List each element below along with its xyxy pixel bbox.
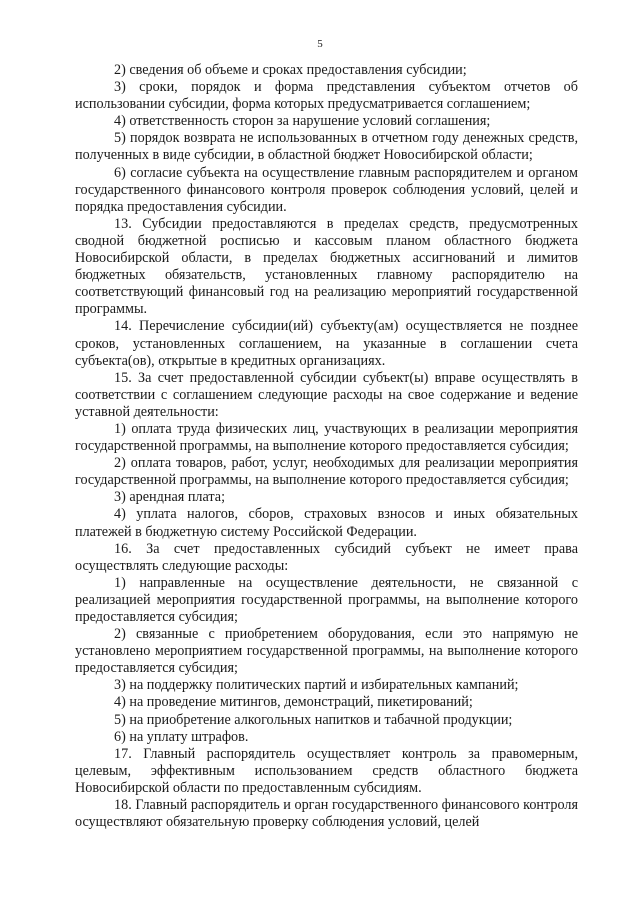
paragraph: 1) направленные на осуществление деятельности, не связанной с реализацией мероприятия государственной программы, на выполнение которого предоставляется субсидия; xyxy=(75,574,578,625)
paragraph: 2) связанные с приобретением оборудования, если это напрямую не установлено мероприятием государственной программы, на выполнение которого предоставляется субсидия; xyxy=(75,626,578,677)
paragraph: 3) сроки, порядок и форма представления субъектом отчетов об использовании субсидии, форма которых предусматривается соглашением; xyxy=(75,79,578,113)
paragraph: 4) ответственность сторон за нарушение условий соглашения; xyxy=(114,113,491,130)
paragraph: 6) на уплату штрафов. xyxy=(114,728,249,745)
paragraph: 5) на приобретение алкогольных напитков и табачной продукции; xyxy=(114,711,513,728)
paragraph: 2) оплата товаров, работ, услуг, необходимых для реализации мероприятия государственной программы, на выполнение которого предоставляется субсидия; xyxy=(75,455,578,489)
paragraph: 4) на проведение митингов, демонстраций, пикетирований; xyxy=(114,694,473,711)
paragraph: 2) сведения об объеме и сроках предоставления субсидии; xyxy=(114,62,467,78)
paragraph: 15. За счет предоставленной субсидии субъект(ы) вправе осуществлять в соответствии с соглашением следующие расходы на свое содержание и ведение уставной деятельности: xyxy=(75,369,578,420)
paragraph: 5) порядок возврата не использованных в отчетном году денежных средств, полученных в виде субсидии, в областной бюджет Новосибирской области; xyxy=(75,130,578,164)
paragraph: 6) согласие субъекта на осуществление главным распорядителем и органом государственного финансового контроля проверок соблюдения условий, целей и порядка предоставления субсидии. xyxy=(75,164,578,215)
paragraph: 3) на поддержку политических партий и избирательных кампаний; xyxy=(114,677,519,694)
paragraph: 16. За счет предоставленных субсидий субъект не имеет права осуществлять следующие расходы: xyxy=(75,540,578,574)
document-body xyxy=(75,62,578,831)
paragraph: 1) оплата труда физических лиц, участвующих в реализации мероприятия государственной программы, на выполнение которого предоставляется субсидия; xyxy=(75,420,578,455)
paragraph: 18. Главный распорядитель и орган государственного финансового контроля осуществляют обязательную проверку соблюдения условий, целей xyxy=(75,797,578,831)
paragraph: 3) арендная плата; xyxy=(114,489,226,506)
paragraph: 17. Главный распорядитель осуществляет контроль за правомерным, целевым, эффективным использованием средств областного бюджета Новосибирской области по предоставленным субсидиям. xyxy=(75,745,578,796)
paragraph: 13. Субсидии предоставляются в пределах средств, предусмотренных сводной бюджетной росписью и кассовым планом областного бюджета Новосибирской области, в пределах бюджетных ассигнований и лимитов бюджетных обязательств, установленных главному распорядителю на соответствующий финансовый год на реализацию мероприятий государственной программы. xyxy=(75,215,578,318)
paragraph: 4) уплата налогов, сборов, страховых взносов и иных обязательных платежей в бюджетную систему Российской Федерации. xyxy=(75,506,578,540)
paragraph: 14. Перечисление субсидии(ий) субъекту(ам) осуществляется не позднее сроков, установленных соглашением, на указанные в соглашении счета субъекта(ов), открытые в кредитных организациях. xyxy=(75,318,578,369)
page-number: 5 xyxy=(317,38,323,50)
